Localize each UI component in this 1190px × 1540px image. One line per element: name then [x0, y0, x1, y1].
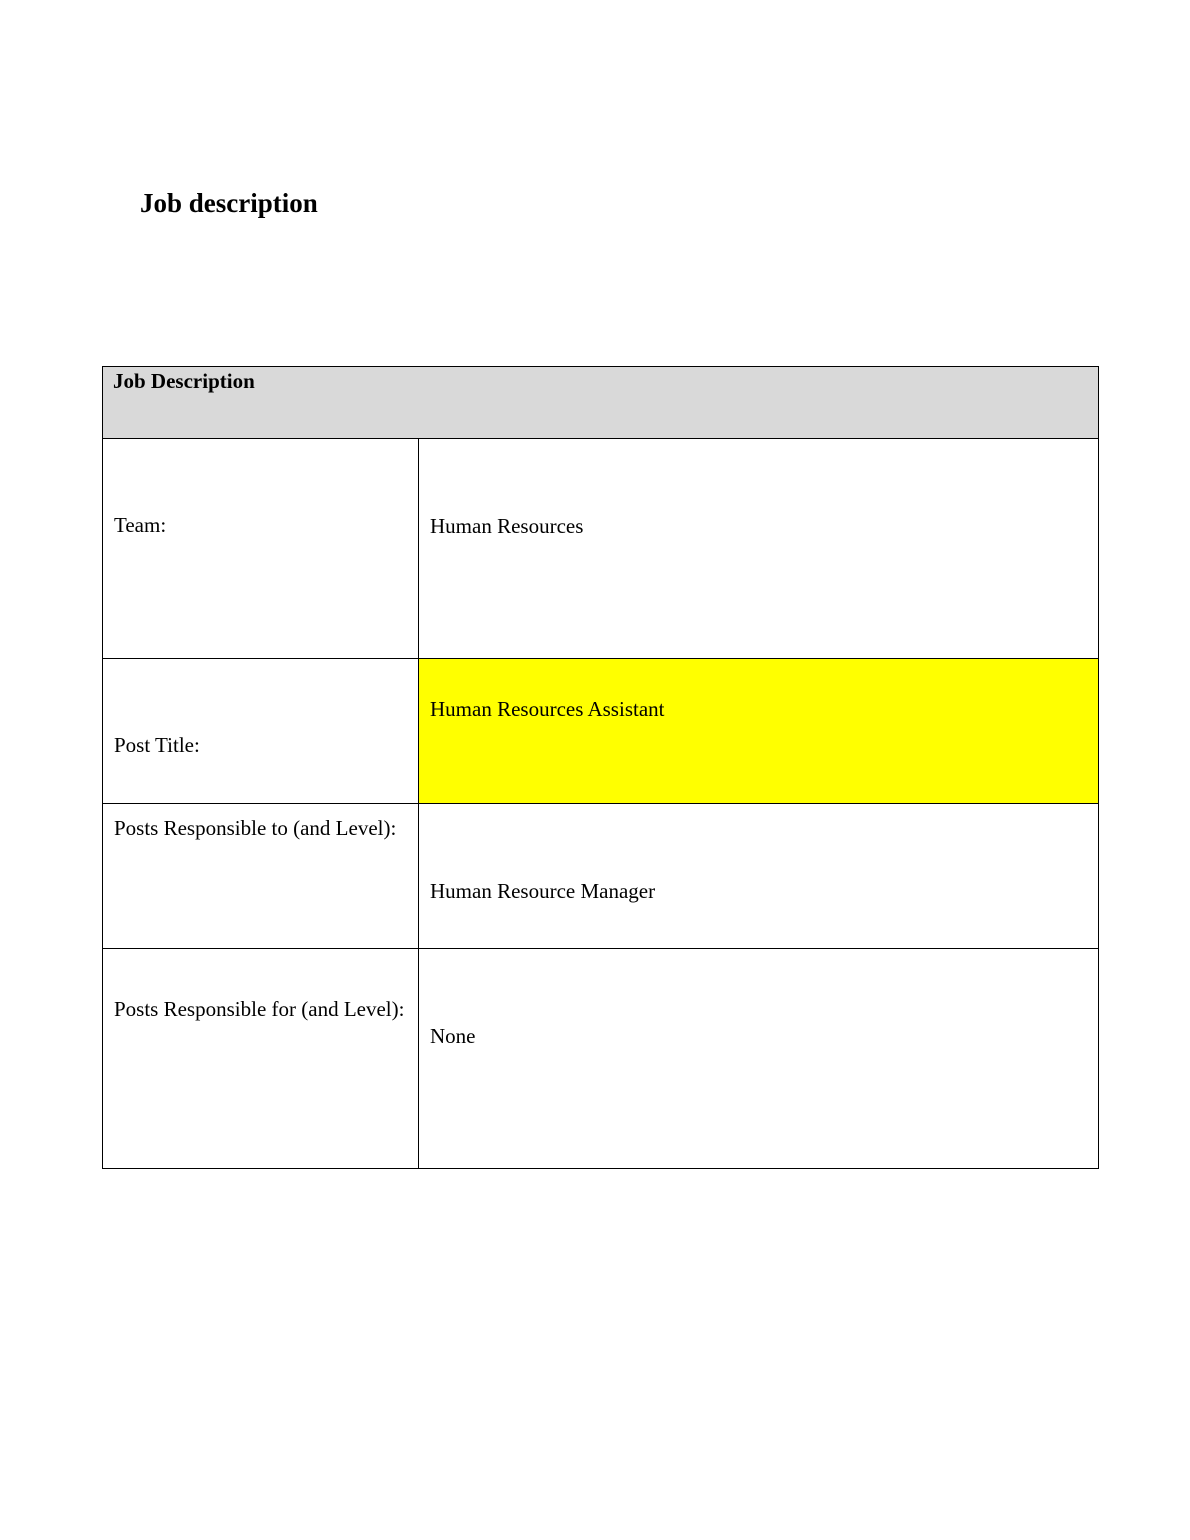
table-header-row	[103, 367, 1099, 439]
responsible-to-value: Human Resource Manager	[430, 879, 656, 903]
table-row-team	[103, 439, 1099, 659]
table-row-responsible-for	[103, 949, 1099, 1169]
team-value: Human Resources	[430, 514, 584, 538]
responsible-for-label: Posts Responsible for (and Level):	[114, 997, 405, 1021]
table-row-responsible-to	[103, 804, 1099, 949]
label-cell-post-title	[103, 659, 419, 804]
label-cell-responsible-to	[103, 804, 419, 949]
post-title-label: Post Title:	[114, 733, 200, 757]
value-cell-post-title	[419, 659, 1099, 804]
page-title: Job description	[140, 188, 318, 218]
table-row-post-title	[103, 659, 1099, 804]
value-cell-team	[419, 439, 1099, 659]
post-title-value: Human Resources Assistant	[430, 697, 665, 721]
table-header: Job Description	[103, 367, 1099, 439]
value-cell-responsible-for	[419, 949, 1099, 1169]
team-label: Team:	[114, 513, 167, 537]
value-cell-responsible-to	[419, 804, 1099, 949]
label-cell-responsible-for	[103, 949, 419, 1169]
responsible-to-label: Posts Responsible to (and Level):	[114, 816, 397, 840]
responsible-for-value: None	[430, 1024, 476, 1048]
label-cell-team	[103, 439, 419, 659]
job-description-table	[102, 366, 1099, 1169]
